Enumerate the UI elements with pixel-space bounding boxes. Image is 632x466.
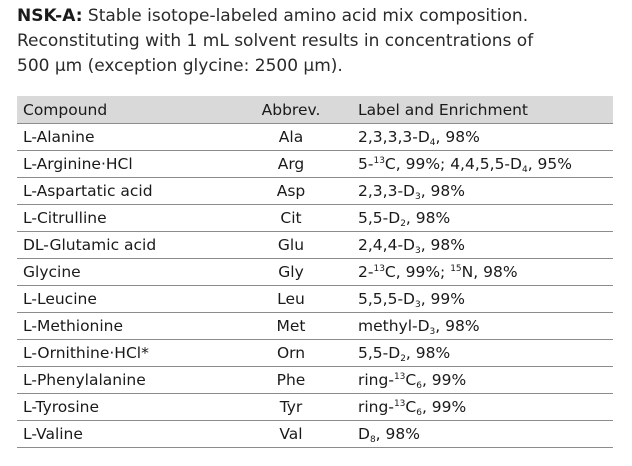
abbrev-cell: Gly [241,259,341,286]
label-enrichment-cell [341,124,613,151]
label-text: C [405,398,417,416]
label-text: 5,5-D [358,209,401,227]
table-row [17,394,613,421]
abbrev-cell: Cit [241,205,341,232]
label-text: 5,5-D [358,344,401,362]
table-row [17,367,613,394]
abbrev-cell: Glu [241,232,341,259]
abbrev-cell: Phe [241,367,341,394]
subscript: 3 [414,192,421,202]
table-row [17,421,613,448]
subscript: 6 [416,408,422,418]
label-text: C [405,371,417,389]
abbrev-cell: Leu [241,286,341,313]
header-label: Label and Enrichment [358,100,529,119]
label-enrichment-cell [341,286,613,313]
subscript: 3 [414,300,421,310]
caption-text-1: Stable isotope-labeled amino acid mix composition. [87,6,529,26]
label-text: C, 99%; 4,4,5,5-D [384,155,522,173]
label-enrichment-cell [341,367,613,394]
label-text: , 99% [420,290,466,308]
abbrev-cell: Orn [241,340,341,367]
label-enrichment-cell [341,232,613,259]
subscript: 2 [400,219,406,229]
abbrev-cell: Met [241,313,341,340]
label-text: 2,3,3,3-D [358,128,430,146]
label-text: , 98% [420,236,466,254]
label-enrichment-cell [341,394,613,421]
label-enrichment-cell [341,205,613,232]
label-text: , 95% [527,155,573,173]
table-row [17,259,613,286]
superscript: 15 [450,264,462,274]
label-enrichment-cell [341,178,613,205]
compound-cell: Glycine [17,259,241,286]
compound-cell: L-Citrulline [17,205,241,232]
caption-line-2: Reconstituting with 1 mL solvent results in concentrations of [17,31,534,51]
subscript: 4 [429,138,436,148]
table-row [17,286,613,313]
superscript: 13 [373,264,385,274]
table-caption [17,4,617,79]
superscript: 13 [373,156,385,166]
header-abbrev: Abbrev. [261,100,321,119]
label-text: , 98% [435,128,480,146]
compound-cell: L-Leucine [17,286,241,313]
abbrev-cell: Asp [241,178,341,205]
compound-cell: L-Valine [17,421,241,448]
label-text: 5- [358,155,374,173]
compound-cell: L-Methionine [17,313,241,340]
subscript: 4 [521,165,528,175]
label-text: D [358,425,370,443]
abbrev-cell: Tyr [241,394,341,421]
compound-cell: L-Ornithine·HCl* [17,340,241,367]
compound-cell: L-Aspartatic acid [17,178,241,205]
compound-cell: L-Phenylalanine [17,367,241,394]
label-text: 2- [358,263,374,281]
compound-cell: L-Alanine [17,124,241,151]
label-text: methyl-D [358,317,430,335]
label-text: , 98% [375,425,420,443]
label-enrichment-cell [341,151,613,178]
superscript: 13 [393,372,406,382]
caption-line-3: 500 µm (exception glycine: 2500 µm). [17,56,343,76]
abbrev-cell: Arg [241,151,341,178]
table-row [17,232,613,259]
table-body [17,124,613,448]
label-text: , 99% [421,398,467,416]
label-text: , 98% [435,317,480,335]
caption-line-1 [17,4,617,29]
label-text: 2,3,3-D [358,182,415,200]
table-row [17,313,613,340]
label-enrichment-cell [341,259,613,286]
label-text: , 98% [405,209,451,227]
label-enrichment-cell [341,421,613,448]
superscript: 13 [393,399,406,409]
label-text: ring- [358,371,394,389]
label-text: N, 98% [461,263,518,281]
header-compound: Compound [23,100,108,119]
label-text: C, 99%; [384,263,451,281]
subscript: 8 [369,435,376,445]
subscript: 2 [400,354,406,364]
label-text: , 99% [421,371,467,389]
label-text: 5,5,5-D [358,290,415,308]
compound-cell: L-Tyrosine [17,394,241,421]
table-row [17,151,613,178]
abbrev-cell: Val [241,421,341,448]
composition-table [17,96,613,448]
label-text: , 98% [420,182,466,200]
table-header-row [17,96,613,124]
table-row [17,178,613,205]
caption-prefix: NSK-A: [17,6,83,26]
label-text: ring- [358,398,394,416]
subscript: 3 [429,327,436,337]
label-text: 2,4,4-D [358,236,415,254]
compound-cell: L-Arginine·HCl [17,151,241,178]
compound-cell: DL-Glutamic acid [17,232,241,259]
subscript: 6 [416,381,422,391]
label-enrichment-cell [341,340,613,367]
table-row [17,124,613,151]
label-text: , 98% [405,344,451,362]
table-row [17,340,613,367]
table-row [17,205,613,232]
abbrev-cell: Ala [241,124,341,151]
label-enrichment-cell [341,313,613,340]
subscript: 3 [414,246,421,256]
